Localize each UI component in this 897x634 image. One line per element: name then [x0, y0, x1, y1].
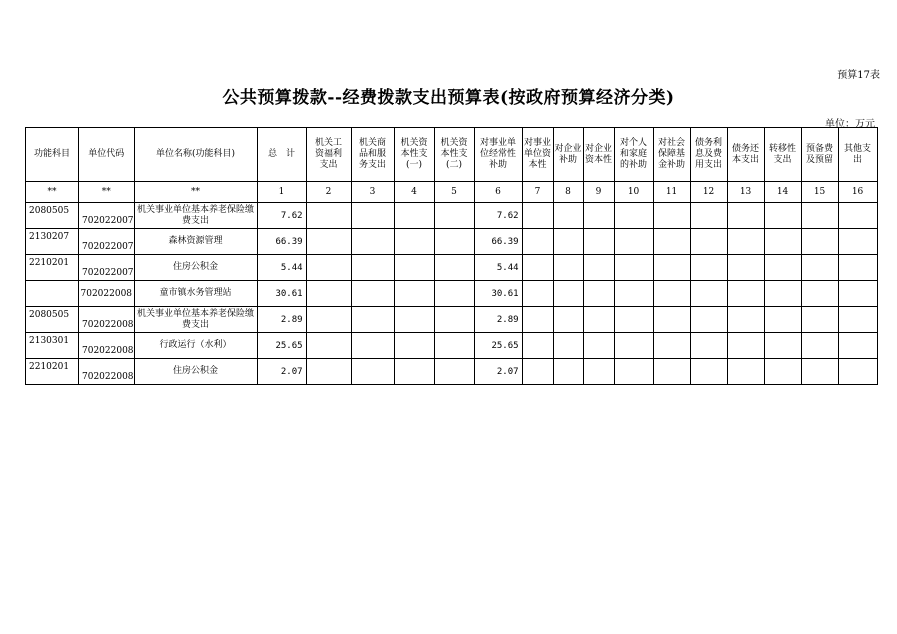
- column-header-label: 对事业单位资本性: [524, 138, 552, 170]
- empty-cell: [838, 255, 877, 281]
- empty-cell: [653, 229, 690, 255]
- empty-cell: [306, 229, 351, 255]
- column-header: [394, 128, 434, 182]
- amount-cell-6: 5.44: [474, 255, 522, 281]
- total-cell: 2.89: [257, 307, 306, 333]
- empty-cell: [614, 281, 653, 307]
- column-header-label: 机关资本性支(二): [440, 138, 468, 170]
- empty-cell: [306, 333, 351, 359]
- amount-cell-6: 2.89: [474, 307, 522, 333]
- empty-cell: [351, 333, 394, 359]
- empty-cell: [801, 359, 838, 385]
- total-cell: 7.62: [257, 203, 306, 229]
- empty-cell: [351, 255, 394, 281]
- empty-cell: [434, 359, 474, 385]
- empty-cell: [614, 255, 653, 281]
- amount-cell-6: 30.61: [474, 281, 522, 307]
- empty-cell: [434, 229, 474, 255]
- empty-cell: [583, 229, 614, 255]
- unit-code-cell: 702022007: [79, 255, 135, 281]
- column-header: [306, 128, 351, 182]
- empty-cell: [727, 255, 764, 281]
- column-index: 2: [306, 182, 351, 203]
- empty-cell: [690, 203, 727, 229]
- empty-cell: [690, 281, 727, 307]
- column-index: 6: [474, 182, 522, 203]
- empty-cell: [306, 359, 351, 385]
- empty-cell: [434, 203, 474, 229]
- column-index: 13: [727, 182, 764, 203]
- empty-cell: [306, 281, 351, 307]
- empty-cell: [801, 333, 838, 359]
- empty-cell: [764, 281, 801, 307]
- column-header: [764, 128, 801, 182]
- empty-cell: [306, 307, 351, 333]
- column-index: 10: [614, 182, 653, 203]
- empty-cell: [522, 359, 553, 385]
- column-header-label: 预备费及预留: [806, 143, 834, 165]
- column-header: [653, 128, 690, 182]
- empty-cell: [727, 203, 764, 229]
- empty-cell: [583, 333, 614, 359]
- column-index: 7: [522, 182, 553, 203]
- column-index: 9: [583, 182, 614, 203]
- empty-cell: [522, 255, 553, 281]
- column-index: 8: [553, 182, 583, 203]
- column-index: **: [26, 182, 79, 203]
- header-row: [26, 128, 878, 182]
- column-index: 1: [257, 182, 306, 203]
- column-header: [553, 128, 583, 182]
- unit-name-cell: 住房公积金: [134, 255, 257, 281]
- empty-cell: [394, 255, 434, 281]
- column-index: 11: [653, 182, 690, 203]
- total-cell: 25.65: [257, 333, 306, 359]
- table-row: [26, 359, 878, 385]
- unit-name-cell: 机关事业单位基本养老保险缴费支出: [134, 203, 257, 229]
- column-header: [801, 128, 838, 182]
- column-header-label: 机关商品和服务支出: [359, 138, 387, 170]
- empty-cell: [583, 359, 614, 385]
- column-index: 5: [434, 182, 474, 203]
- table-row: [26, 307, 878, 333]
- total-cell: 5.44: [257, 255, 306, 281]
- empty-cell: [553, 255, 583, 281]
- empty-cell: [690, 333, 727, 359]
- empty-cell: [351, 203, 394, 229]
- column-header: [26, 128, 79, 182]
- column-index: 16: [838, 182, 877, 203]
- column-index: **: [134, 182, 257, 203]
- column-index: **: [79, 182, 135, 203]
- index-row: [26, 182, 878, 203]
- unit-code-cell: 702022007: [79, 203, 135, 229]
- page-title: 公共预算拨款--经费拨款支出预算表(按政府预算经济分类): [222, 88, 675, 108]
- table-row: [26, 333, 878, 359]
- empty-cell: [434, 281, 474, 307]
- column-header: [434, 128, 474, 182]
- column-header: [614, 128, 653, 182]
- column-header-label: 对社会保障基金补助: [658, 138, 686, 170]
- empty-cell: [553, 229, 583, 255]
- empty-cell: [764, 307, 801, 333]
- empty-cell: [653, 359, 690, 385]
- empty-cell: [764, 333, 801, 359]
- amount-cell-6: 2.07: [474, 359, 522, 385]
- empty-cell: [764, 229, 801, 255]
- empty-cell: [522, 281, 553, 307]
- unit-name-cell: 机关事业单位基本养老保险缴费支出: [134, 307, 257, 333]
- empty-cell: [727, 307, 764, 333]
- column-header: [522, 128, 553, 182]
- function-code-cell: 2080505: [26, 307, 79, 333]
- empty-cell: [838, 333, 877, 359]
- empty-cell: [553, 203, 583, 229]
- column-header-label: 功能科目: [33, 149, 70, 159]
- column-header: [474, 128, 522, 182]
- empty-cell: [522, 333, 553, 359]
- empty-cell: [690, 229, 727, 255]
- column-header-label: 机关资本性支(一): [400, 138, 428, 170]
- empty-cell: [351, 307, 394, 333]
- empty-cell: [653, 333, 690, 359]
- function-code-cell: 2210201: [26, 255, 79, 281]
- empty-cell: [801, 203, 838, 229]
- empty-cell: [764, 203, 801, 229]
- column-index: 14: [764, 182, 801, 203]
- unit-code-cell: 702022007: [79, 229, 135, 255]
- empty-cell: [394, 203, 434, 229]
- column-header-label: 债务还本支出: [732, 143, 760, 165]
- empty-cell: [614, 359, 653, 385]
- empty-cell: [394, 229, 434, 255]
- empty-cell: [838, 359, 877, 385]
- function-code-cell: 2080505: [26, 203, 79, 229]
- empty-cell: [394, 281, 434, 307]
- unit-name-cell: 森林资源管理: [134, 229, 257, 255]
- column-index: 12: [690, 182, 727, 203]
- empty-cell: [727, 281, 764, 307]
- empty-cell: [801, 229, 838, 255]
- empty-cell: [522, 229, 553, 255]
- empty-cell: [727, 229, 764, 255]
- column-header-label: 对企业资本性: [585, 143, 613, 165]
- empty-cell: [394, 307, 434, 333]
- unit-code-cell: 702022008: [79, 307, 135, 333]
- empty-cell: [838, 203, 877, 229]
- empty-cell: [306, 255, 351, 281]
- empty-cell: [801, 255, 838, 281]
- empty-cell: [306, 203, 351, 229]
- empty-cell: [653, 255, 690, 281]
- empty-cell: [838, 229, 877, 255]
- empty-cell: [583, 307, 614, 333]
- column-index: 15: [801, 182, 838, 203]
- empty-cell: [434, 333, 474, 359]
- unit-name-cell: 童市镇水务管理站: [134, 281, 257, 307]
- column-index: 3: [351, 182, 394, 203]
- empty-cell: [351, 281, 394, 307]
- empty-cell: [690, 307, 727, 333]
- empty-cell: [434, 255, 474, 281]
- function-code-cell: 2210201: [26, 359, 79, 385]
- unit-code-cell: 702022008: [79, 281, 135, 307]
- empty-cell: [553, 359, 583, 385]
- empty-cell: [434, 307, 474, 333]
- empty-cell: [351, 229, 394, 255]
- total-cell: 2.07: [257, 359, 306, 385]
- function-code-cell: 2130301: [26, 333, 79, 359]
- column-header: [257, 128, 306, 182]
- unit-name-cell: 行政运行（水利）: [134, 333, 257, 359]
- budget-table: [25, 127, 878, 385]
- empty-cell: [727, 359, 764, 385]
- empty-cell: [583, 255, 614, 281]
- column-header-label: 总 计: [268, 149, 296, 159]
- table-row: [26, 281, 878, 307]
- empty-cell: [614, 333, 653, 359]
- function-code-cell: 2130207: [26, 229, 79, 255]
- column-header: [727, 128, 764, 182]
- column-header: [838, 128, 877, 182]
- column-index: 4: [394, 182, 434, 203]
- amount-cell-6: 66.39: [474, 229, 522, 255]
- column-header-label: 对企业补助: [554, 143, 582, 165]
- empty-cell: [764, 255, 801, 281]
- empty-cell: [351, 359, 394, 385]
- empty-cell: [653, 307, 690, 333]
- column-header: [79, 128, 135, 182]
- empty-cell: [653, 281, 690, 307]
- unit-label: 单位：万元: [825, 119, 875, 130]
- empty-cell: [614, 229, 653, 255]
- column-header-label: 转移性支出: [769, 143, 797, 165]
- function-code-cell: [26, 281, 79, 307]
- column-header-label: 其他支出: [844, 143, 872, 165]
- empty-cell: [801, 307, 838, 333]
- total-cell: 66.39: [257, 229, 306, 255]
- empty-cell: [614, 307, 653, 333]
- empty-cell: [522, 203, 553, 229]
- column-header: [351, 128, 394, 182]
- column-header-label: 对个人和家庭的补助: [620, 138, 648, 170]
- column-header-label: 机关工资福利支出: [315, 138, 343, 170]
- column-header-label: 单位代码: [88, 149, 125, 159]
- empty-cell: [614, 203, 653, 229]
- amount-cell-6: 25.65: [474, 333, 522, 359]
- column-header-label: 债务利息及费用支出: [695, 138, 723, 170]
- empty-cell: [553, 333, 583, 359]
- column-header: [134, 128, 257, 182]
- empty-cell: [801, 281, 838, 307]
- table-row: [26, 229, 878, 255]
- empty-cell: [838, 307, 877, 333]
- empty-cell: [394, 333, 434, 359]
- unit-code-cell: 702022008: [79, 359, 135, 385]
- empty-cell: [838, 281, 877, 307]
- column-header-label: 单位名称(功能科目): [156, 149, 236, 159]
- unit-code-cell: 702022008: [79, 333, 135, 359]
- table-row: [26, 255, 878, 281]
- empty-cell: [690, 255, 727, 281]
- column-header-label: 对事业单位经常性补助: [480, 138, 517, 170]
- empty-cell: [690, 359, 727, 385]
- column-header: [583, 128, 614, 182]
- table-row: [26, 203, 878, 229]
- empty-cell: [522, 307, 553, 333]
- empty-cell: [583, 203, 614, 229]
- empty-cell: [553, 307, 583, 333]
- amount-cell-6: 7.62: [474, 203, 522, 229]
- empty-cell: [653, 203, 690, 229]
- empty-cell: [727, 333, 764, 359]
- empty-cell: [764, 359, 801, 385]
- unit-name-cell: 住房公积金: [134, 359, 257, 385]
- empty-cell: [394, 359, 434, 385]
- form-number: 预算17表: [837, 70, 880, 81]
- empty-cell: [553, 281, 583, 307]
- total-cell: 30.61: [257, 281, 306, 307]
- empty-cell: [583, 281, 614, 307]
- column-header: [690, 128, 727, 182]
